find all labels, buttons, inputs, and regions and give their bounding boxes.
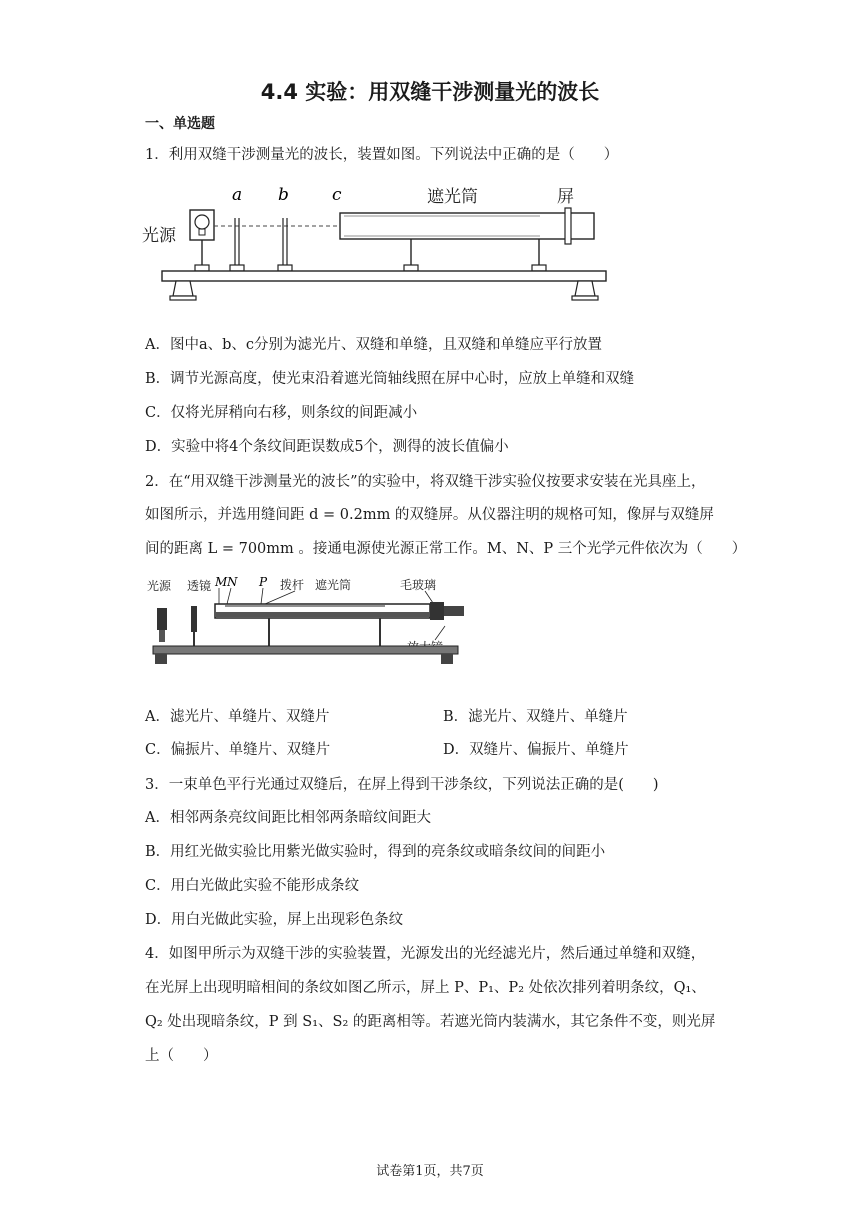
optical-bench [162, 271, 606, 281]
q2-option-d[interactable]: D．双缝片、偏振片、单缝片 [443, 742, 629, 758]
q2-fig-light-source-label: 光源 [147, 579, 172, 593]
q4-stem-line4: 上（ ） [145, 1048, 218, 1064]
q2-option-b[interactable]: B．滤光片、双缝片、单缝片 [443, 709, 628, 725]
q1-fig-b-label: b [278, 185, 289, 205]
q2-fig-p-label: P [259, 576, 268, 589]
light-shield-tube [340, 213, 594, 239]
q1-option-b[interactable]: B．调节光源高度，使光束沿着遮光筒轴线照在屏中心时，应放上单缝和双缝 [145, 371, 635, 387]
q2-lens [191, 606, 197, 632]
q3-option-a[interactable]: A．相邻两条亮纹间距比相邻两条暗纹间距大 [145, 810, 431, 826]
q2-fig-frosted-label: 毛玻璃 [400, 578, 437, 592]
screen [565, 208, 571, 244]
q2-fig-tube-label: 遮光筒 [315, 578, 352, 592]
q3-option-d[interactable]: D．用白光做此实验，屏上出现彩色条纹 [145, 912, 404, 928]
q2-light-source [157, 608, 167, 630]
q2-apparatus-figure [145, 576, 475, 681]
q4-stem-line3: Q₂ 处出现暗条纹，P 到 S₁、S₂ 的距离相等。若遮光筒内装满水，其它条件不变，则光屏 [145, 1014, 716, 1030]
q1-option-c[interactable]: C．仅将光屏稍向右移，则条纹的间距减小 [145, 405, 418, 421]
q1-stem: 1．利用双缝干涉测量光的波长，装置如图。下列说法中正确的是（ ） [145, 147, 619, 163]
q2-magnifier [444, 606, 464, 616]
q1-fig-light-source-label: 光源 [142, 226, 176, 246]
q2-fig-m-label: M [215, 576, 228, 589]
q3-option-b[interactable]: B．用红光做实验比用紫光做实验时，得到的亮条纹或暗条纹间的间距小 [145, 844, 606, 860]
q2-fig-lens-label: 透镜 [187, 579, 212, 593]
q1-fig-c-label: c [332, 185, 342, 205]
q3-option-c[interactable]: C．用白光做此实验不能形成条纹 [145, 878, 360, 894]
q3-stem: 3．一束单色平行光通过双缝后，在屏上得到干涉条纹，下列说法正确的是( ) [145, 777, 659, 793]
q4-stem-line1: 4．如图甲所示为双缝干涉的实验装置，光源发出的光经滤光片，然后通过单缝和双缝， [145, 946, 706, 962]
q1-fig-tube-label: 遮光筒 [427, 187, 478, 207]
q2-optical-bench [153, 646, 458, 654]
q2-fig-lever-label: 拨杆 [280, 578, 305, 592]
q2-option-c[interactable]: C．偏振片、单缝片、双缝片 [145, 742, 331, 758]
q1-option-d[interactable]: D．实验中将4个条纹间距误数成5个，测得的波长值偏小 [145, 439, 509, 455]
page-title: 4.4 实验：用双缝干涉测量光的波长 [260, 80, 600, 104]
page-footer: 试卷第1页，共7页 [376, 1164, 484, 1179]
q2-stem-line2: 如图所示，并选用缝间距 d = 0.2mm 的双缝屏。从仪器注明的规格可知，像屏与双缝屏 [145, 507, 714, 523]
q2-stem-line3: 间的距离 L = 700mm 。接通电源使光源正常工作。M、N、P 三个光学元件依次为（ ） [145, 541, 747, 557]
bulb-icon [195, 215, 209, 229]
q1-fig-a-label: a [232, 185, 243, 205]
q4-stem-line2: 在光屏上出现明暗相间的条纹如图乙所示，屏上 P、P₁、P₂ 处依次排列着明条纹，Q₁、 [145, 980, 706, 996]
section-heading: 一、单选题 [145, 116, 215, 132]
q2-option-a[interactable]: A．滤光片、单缝片、双缝片 [145, 709, 330, 725]
q2-fig-n-label: N [227, 576, 238, 589]
q1-fig-screen-label: 屏 [557, 187, 574, 207]
q1-option-a[interactable]: A．图中a、b、c分别为滤光片、双缝和单缝，且双缝和单缝应平行放置 [145, 337, 603, 353]
q2-stem-line1: 2．在“用双缝干涉测量光的波长”的实验中，将双缝干涉实验仪按要求安装在光具座上， [145, 474, 706, 490]
q1-apparatus-figure [140, 178, 610, 308]
